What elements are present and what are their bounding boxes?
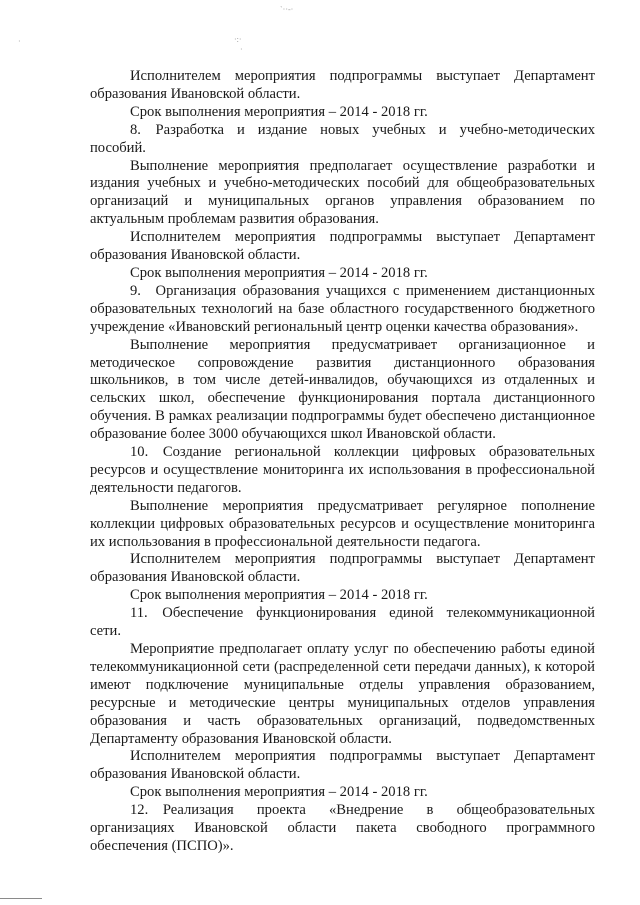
paragraph-deadline: Срок выполнения мероприятия – 2014 - 2018 гг. [130, 587, 428, 604]
paragraph-deadline: Срок выполнения мероприятия – 2014 - 2018 гг. [130, 264, 428, 281]
document-body [90, 68, 595, 856]
paragraph-item-12: 12. Реализация проекта «Внедрение в общеобразовательных организациях Ивановской области пакета свободного программного обеспечения (ПСПО)». [90, 802, 595, 854]
paragraph-item-11-description: Мероприятие предполагает оплату услуг по обеспечению работы единой телекоммуникационной сети (распределенной сети передачи данных), к которой имеют подключение муниципальные отделы управления образованием, ресурсные и методические центры муниципальных отделов управления образования и часть образовательных организаций, подведомственных Департаменту образования Ивановской области. [90, 641, 595, 747]
paragraph-executor: Исполнителем мероприятия подпрограммы выступает Департамент образования Ивановской области. [90, 229, 595, 264]
paragraph-deadline: Срок выполнения мероприятия – 2014 - 2018 гг. [130, 784, 428, 801]
paragraph-item-8-description: Выполнение мероприятия предполагает осуществление разработки и издания учебных и учебно-методических пособий для общеобразовательных организаций и муниципальных органов управления образованием по актуальным проблемам развития образования. [90, 157, 595, 228]
paragraph-executor: Исполнителем мероприятия подпрограммы выступает Департамент образования Ивановской области. [90, 748, 595, 783]
scan-speck: `··-· [280, 5, 294, 14]
scan-speck: · [240, 45, 243, 54]
scan-speck: ·:· [234, 35, 242, 44]
scan-edge-line [0, 898, 42, 899]
paragraph-item-10-description: Выполнение мероприятия предусматривает регулярное пополнение коллекции цифровых образовательных ресурсов и осуществление мониторинга их использования в профессиональной деятельности педагога. [90, 497, 595, 550]
paragraph-executor: Исполнителем мероприятия подпрограммы выступает Департамент образования Ивановской области. [90, 551, 595, 586]
paragraph-item-9: 9. Организация образования учащихся с применением дистанционных образовательных технологий на базе областного государственного бюджетного учреждение «Ивановский региональный центр оценки качества образования». [90, 282, 595, 335]
paragraph-deadline: Срок выполнения мероприятия – 2014 - 2018 гг. [130, 103, 428, 120]
paragraph-item-10: 10. Создание региональной коллекции цифровых образовательных ресурсов и осуществление мониторинга их использования в профессиональной деятельности педагогов. [90, 444, 595, 496]
paragraph-item-8: 8. Разработка и издание новых учебных и учебно-методических пособий. [90, 121, 595, 156]
paragraph-item-11: 11. Обеспечение функционирования единой телекоммуникационной сети. [90, 605, 595, 640]
paragraph-executor: Исполнителем мероприятия подпрограммы выступает Департамент образования Ивановской области. [90, 68, 595, 102]
scan-speck: · [18, 37, 21, 46]
paragraph-item-9-description: Выполнение мероприятия предусматривает организационное и методическое сопровождение развития дистанционного образования школьников, в том числе детей-инвалидов, обучающихся из отдаленных и сельских школ, обеспечение функционирования портала дистанционного обучения. В рамках реализации подпрограммы будет обеспечено дистанционное образование более 3000 обучающихся школ Ивановской области. [90, 336, 595, 443]
